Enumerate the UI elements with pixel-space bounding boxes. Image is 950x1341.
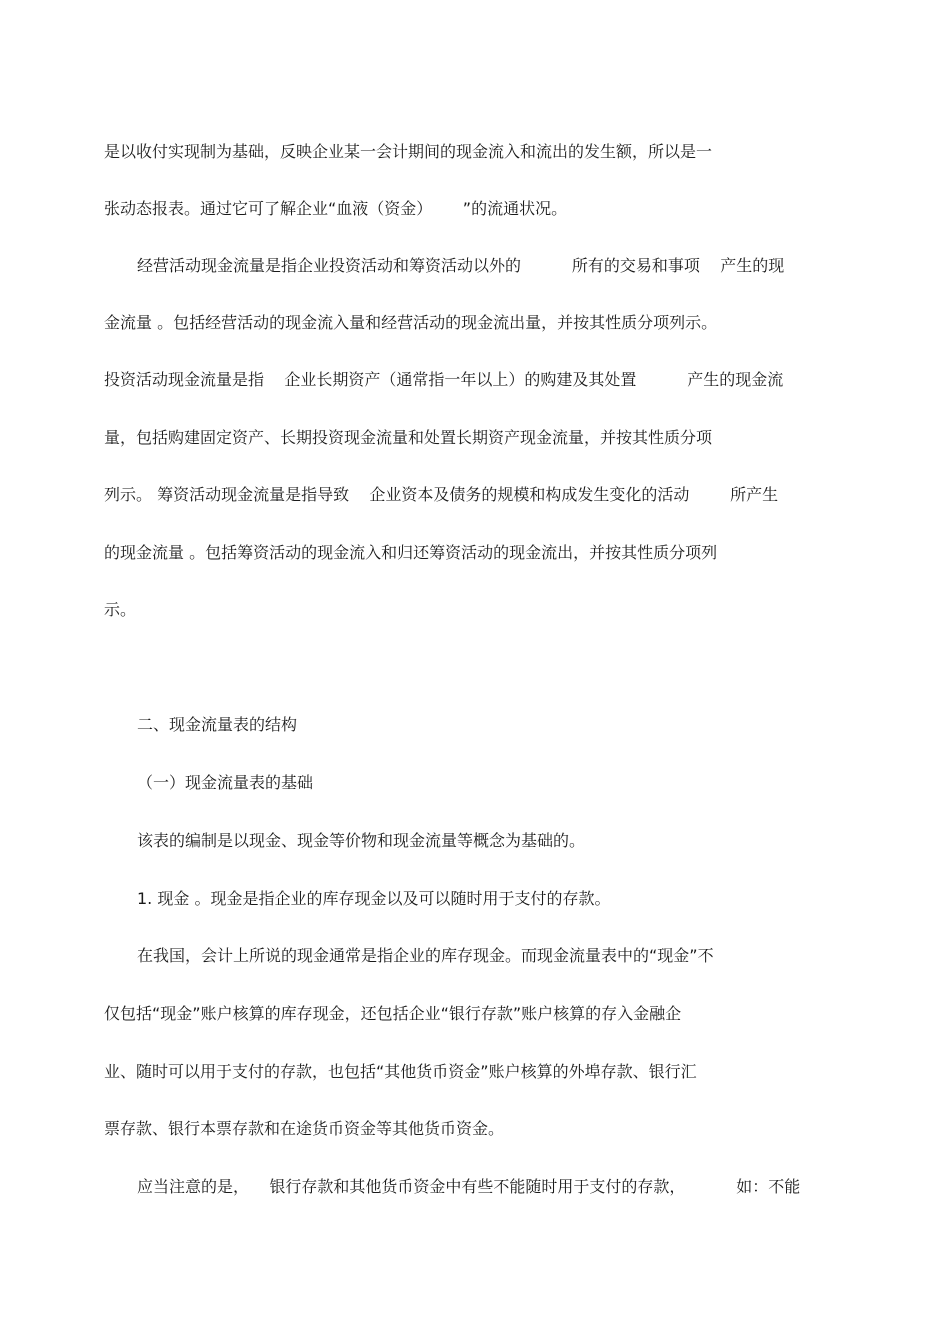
subsection-heading: （一）现金流量表的基础 xyxy=(137,773,314,792)
body-line-9: 示。 xyxy=(104,600,137,619)
body-line-15: 仅包括“现金”账户核算的库存现金，还包括企业“银行存款”账户核算的存入金融企 xyxy=(104,1004,682,1023)
body-line-4: 金流量 。包括经营活动的现金流入量和经营活动的现金流出量，并按其性质分项列示。 xyxy=(104,313,718,332)
body-line-8: 的现金流量 。包括筹资活动的现金流入和归还筹资活动的现金流出，并按其性质分项列 xyxy=(104,543,718,562)
body-line-16: 业、随时可以用于支付的存款，也包括“其他货币资金”账户核算的外埠存款、银行汇 xyxy=(104,1062,697,1081)
list-item-cash: 1. 现金 。现金是指企业的库存现金以及可以随时用于支付的存款。 xyxy=(137,889,611,908)
body-line-17: 票存款、银行本票存款和在途货币资金等其他货币资金。 xyxy=(104,1119,505,1138)
body-line-2: 张动态报表。通过它可了解企业“血液（资金） ”的流通状况。 xyxy=(104,199,568,218)
section-heading: 二、现金流量表的结构 xyxy=(137,715,298,734)
body-line-12: 该表的编制是以现金、现金等价物和现金流量等概念为基础的。 xyxy=(137,831,586,850)
body-line-18: 应当注意的是， 银行存款和其他货币资金中有些不能随时用于支付的存款， 如：不能 xyxy=(137,1177,801,1196)
body-line-1: 是以收付实现制为基础，反映企业某一会计期间的现金流入和流出的发生额，所以是一 xyxy=(104,142,713,161)
body-line-5: 投资活动现金流量是指 企业长期资产（通常指一年以上）的购建及其处置 产生的现金流 xyxy=(104,370,784,389)
body-line-6: 量，包括购建固定资产、长期投资现金流量和处置长期资产现金流量，并按其性质分项 xyxy=(104,428,713,447)
body-line-3: 经营活动现金流量是指企业投资活动和筹资活动以外的 所有的交易和事项 产生的现 xyxy=(137,256,785,275)
body-line-14: 在我国，会计上所说的现金通常是指企业的库存现金。而现金流量表中的“现金”不 xyxy=(137,946,714,965)
body-line-7: 列示。 筹资活动现金流量是指导致 企业资本及债务的规模和构成发生变化的活动 所产生 xyxy=(104,485,779,504)
